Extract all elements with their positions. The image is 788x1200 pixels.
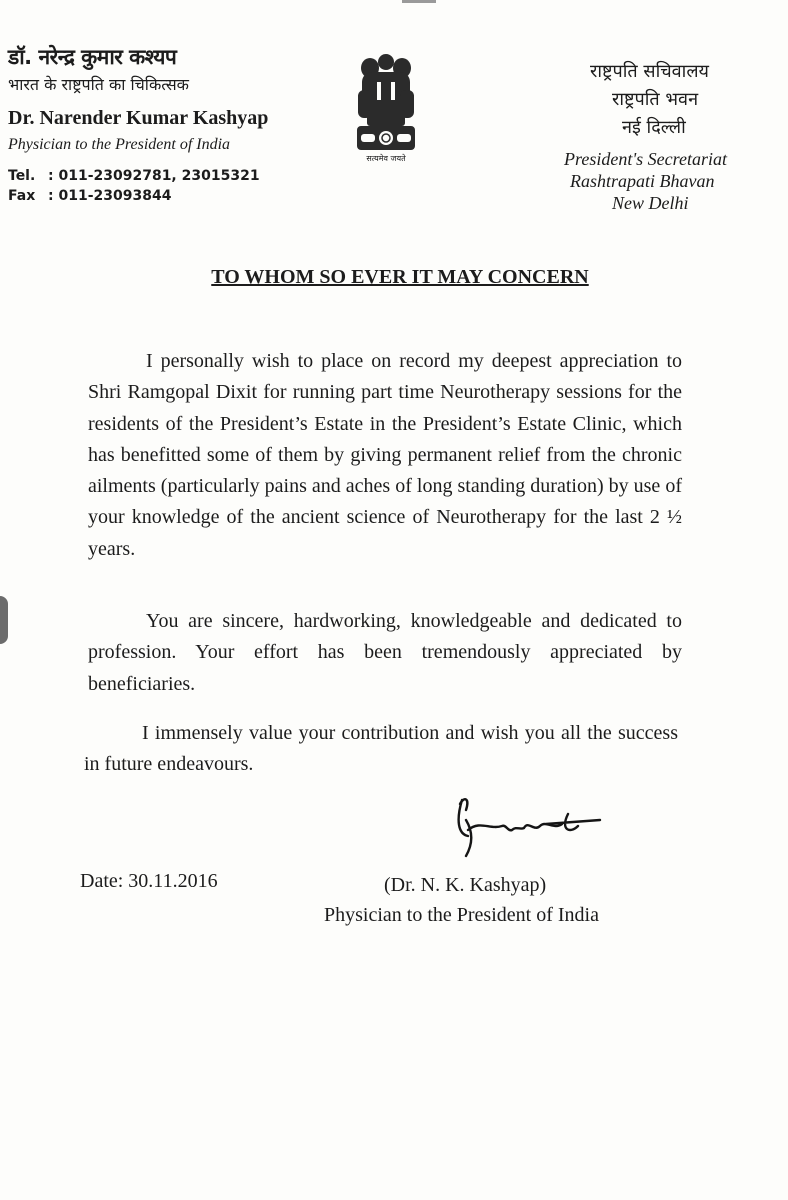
office-hindi-3: नई दिल्ली (622, 117, 686, 138)
tel-line (8, 166, 308, 186)
letter-heading (0, 266, 788, 289)
office-hindi-1: राष्ट्रपति सचिवालय (590, 61, 709, 82)
scan-mark (402, 0, 436, 3)
fax-value: : 011-23093844 (48, 188, 172, 204)
office-english-1: President's Secretariat (564, 149, 727, 169)
office-hindi-2: राष्ट्रपति भवन (612, 89, 699, 110)
binder-hole-mark (0, 596, 8, 644)
letter-date: Date: 30.11.2016 (80, 870, 218, 892)
paragraph-1-block (88, 346, 682, 565)
letterhead-right (556, 58, 776, 214)
emblem-motto: सत्यमेव जयते (366, 154, 406, 163)
office-english-3: New Delhi (612, 193, 689, 213)
tel-value: : 011-23092781, 23015321 (48, 168, 260, 184)
letter-heading-text: TO WHOM SO EVER IT MAY CONCERN (211, 266, 589, 288)
paragraph-2-block (88, 606, 682, 700)
tel-label: Tel. (8, 168, 36, 184)
fax-label: Fax (8, 188, 36, 204)
english-title: Physician to the President of India (8, 136, 231, 153)
contact-block (8, 166, 308, 206)
letterhead-left (8, 44, 308, 206)
fax-line (8, 186, 308, 206)
signatory-name: (Dr. N. K. Kashyap) (384, 874, 547, 896)
hindi-name: डॉ. नरेन्द्र कुमार कश्यप (8, 45, 177, 69)
handwritten-signature (450, 790, 620, 870)
office-english-2: Rashtrapati Bhavan (570, 171, 715, 191)
national-emblem-icon (347, 48, 425, 170)
paragraph-3-block (84, 718, 678, 781)
signatory-title: Physician to the President of India (324, 904, 599, 926)
paragraph-3: I immensely value your contribution and wish you all the success in future endeavours. (84, 722, 678, 776)
paragraph-2: You are sincere, hardworking, knowledgeable and dedicated to profession. Your effort has been tremendously appreciated by beneficiaries. (88, 610, 682, 695)
paragraph-1: I personally wish to place on record my deepest appreciation to Shri Ramgopal Dixit for running part time Neurotherapy sessions for the residents of the President’s Estate in the President’s Estate Clinic, which has benefitted some of them by giving permanent relief from the chronic ailments (particularly pains and aches of long standing duration) by use of your knowledge of the ancient science of Neurotherapy for the last 2 ½ years. (88, 350, 682, 560)
english-name: Dr. Narender Kumar Kashyap (8, 107, 269, 129)
hindi-title: भारत के राष्ट्रपति का चिकित्सक (8, 75, 189, 94)
